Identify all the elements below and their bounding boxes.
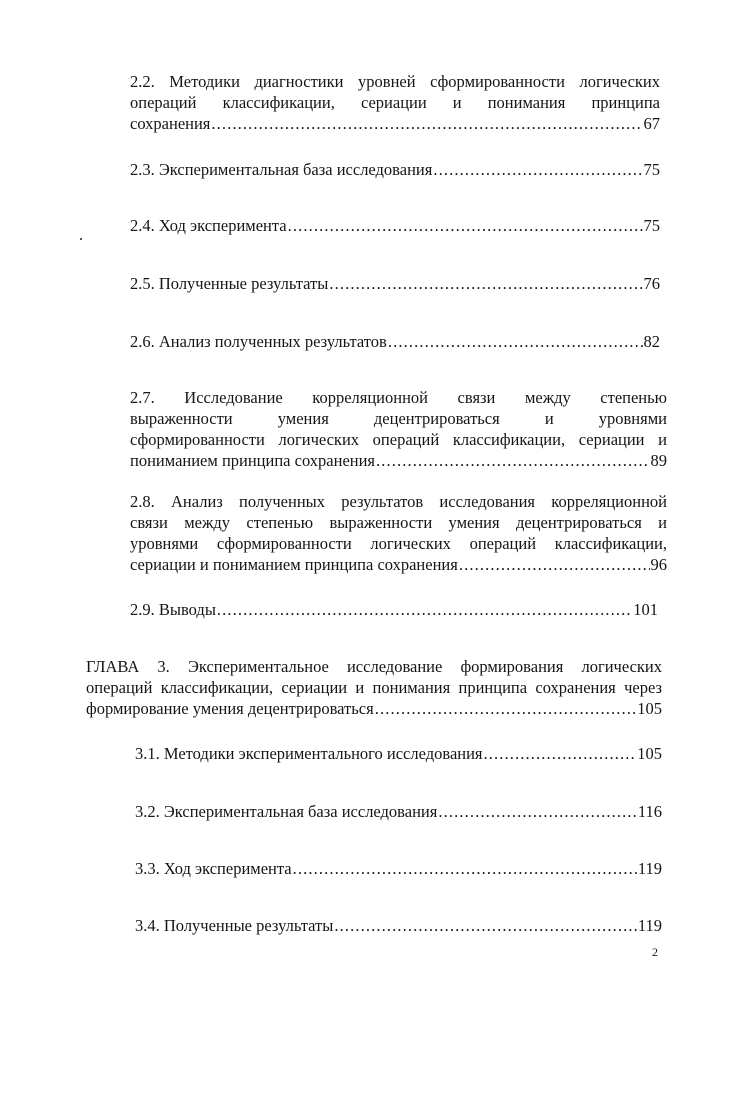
dot-leader xyxy=(438,801,637,822)
toc-entry-title: 2.3. Экспериментальная база исследования xyxy=(130,160,433,179)
toc-entry-title: пониманием принципа сохранения xyxy=(130,451,376,470)
toc-entry-3-3[interactable] xyxy=(135,858,662,879)
toc-entry-3-1[interactable] xyxy=(135,743,662,764)
dot-leader xyxy=(375,698,637,719)
dot-leader xyxy=(334,915,637,936)
toc-entry-2-9[interactable] xyxy=(130,599,658,620)
toc-entry-title: 2.9. Выводы xyxy=(130,600,216,619)
toc-page-number: 105 xyxy=(637,744,662,763)
toc-entry-2-3[interactable] xyxy=(130,159,660,180)
toc-entry-line: выраженности умения децентрироваться и уровнями xyxy=(130,409,667,428)
toc-entry-line: 2.2. Методики диагностики уровней сформированности логических xyxy=(130,72,660,91)
toc-entry-title: 2.5. Полученные результаты xyxy=(130,274,329,293)
dot-leader xyxy=(433,159,642,180)
toc-entry-title: сохранения xyxy=(130,114,211,133)
toc-page-number: 119 xyxy=(637,859,662,878)
toc-entry-line: операций классификации, сериации и понимания принципа сохранения через xyxy=(86,678,662,697)
toc-entry-2-2[interactable] xyxy=(130,71,660,134)
toc-page-number: 82 xyxy=(643,332,660,351)
toc-entry-line: уровнями сформированности логических операций классификации, xyxy=(130,534,667,553)
toc-entry-3-4[interactable] xyxy=(135,915,662,936)
toc-entry-title: 3.3. Ход эксперимента xyxy=(135,859,292,878)
toc-entry-line: ГЛАВА 3. Экспериментальное исследование формирования логических xyxy=(86,657,662,676)
dot-leader xyxy=(376,450,649,471)
toc-entry-title: 3.4. Полученные результаты xyxy=(135,916,334,935)
toc-entry-3-2[interactable] xyxy=(135,801,662,822)
toc-entry-title: формирование умения децентрироваться xyxy=(86,699,374,718)
toc-page-number: 75 xyxy=(643,160,660,179)
toc-page-number: 67 xyxy=(643,114,660,133)
toc-entry-2-5[interactable] xyxy=(130,273,660,294)
scan-speck xyxy=(80,238,82,240)
toc-page-number: 105 xyxy=(637,699,662,718)
toc-entry-title: 2.4. Ход эксперимента xyxy=(130,216,287,235)
toc-entry-chapter-3[interactable] xyxy=(86,656,662,719)
toc-entry-line: 2.7. Исследование корреляционной связи между степенью xyxy=(130,388,667,407)
toc-page-number: 116 xyxy=(637,802,662,821)
dot-leader xyxy=(484,743,637,764)
toc-entry-title: 3.1. Методики экспериментального исследования xyxy=(135,744,483,763)
dot-leader xyxy=(329,273,642,294)
toc-entry-2-6[interactable] xyxy=(130,331,660,352)
dot-leader xyxy=(459,554,650,575)
dot-leader xyxy=(293,858,637,879)
toc-entry-line: связи между степенью выраженности умения децентрироваться и xyxy=(130,513,667,532)
dot-leader xyxy=(217,599,632,620)
toc-entry-2-4[interactable] xyxy=(130,215,660,236)
toc-entry-line: 2.8. Анализ полученных результатов исследования корреляционной xyxy=(130,492,667,511)
toc-entry-title: сериации и пониманием принципа сохранения xyxy=(130,555,458,574)
toc-entry-title: 3.2. Экспериментальная база исследования xyxy=(135,802,438,821)
toc-page-number: 96 xyxy=(650,555,667,574)
dot-leader xyxy=(288,215,643,236)
toc-page-number: 75 xyxy=(643,216,660,235)
page-number: 2 xyxy=(652,945,658,959)
toc-page-number: 76 xyxy=(643,274,660,293)
toc-page-number: 89 xyxy=(650,451,667,470)
toc-entry-title: 2.6. Анализ полученных результатов xyxy=(130,332,387,351)
dot-leader xyxy=(388,331,643,352)
toc-page-number: 101 xyxy=(633,600,658,619)
toc-page-number: 119 xyxy=(637,916,662,935)
toc-entry-line: сформированности логических операций классификации, сериации и xyxy=(130,430,667,449)
toc-entry-line: операций классификации, сериации и понимания принципа xyxy=(130,93,660,112)
dot-leader xyxy=(211,113,642,134)
toc-entry-2-8[interactable] xyxy=(130,491,667,575)
toc-entry-2-7[interactable] xyxy=(130,387,667,471)
